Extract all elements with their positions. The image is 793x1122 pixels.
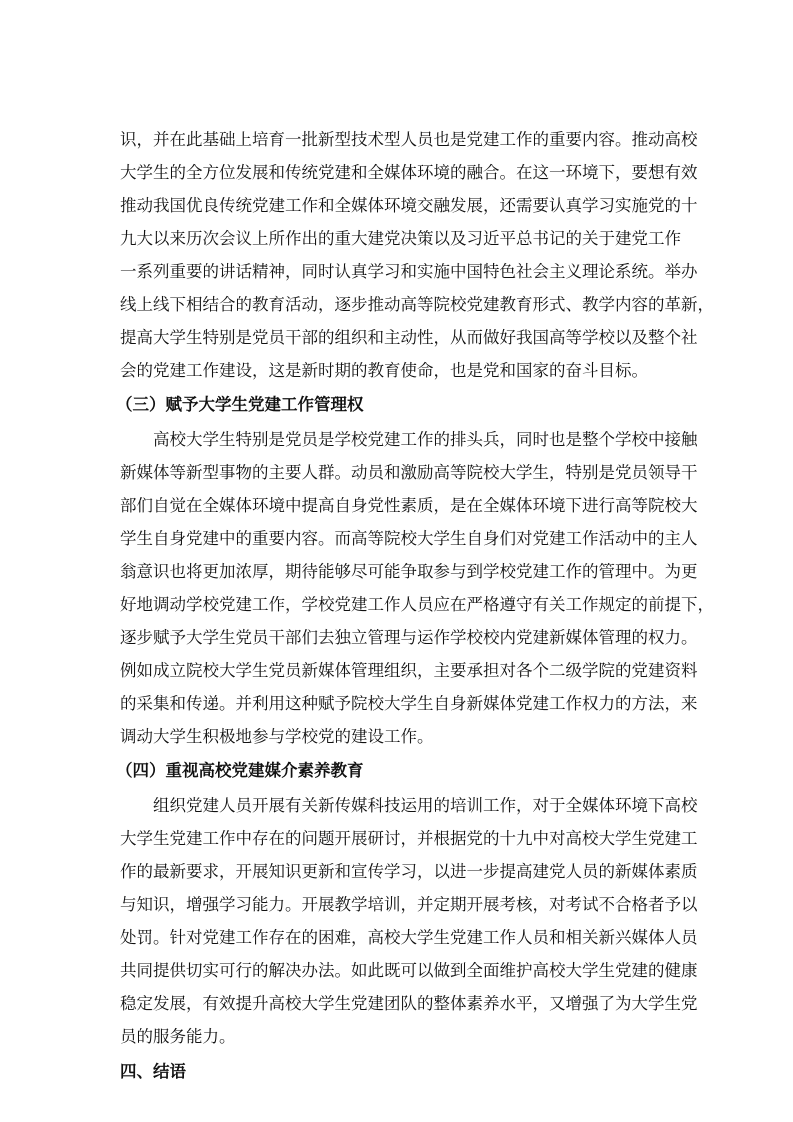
text-line: 九大以来历次会议上所作出的重大建党决策以及习近平总书记的关于建党工作 [120,229,681,248]
text-line: 会的党建工作建设，这是新时期的教育使命，也是党和国家的奋斗目标。 [120,361,648,380]
text-line: 的采集和传递。并利用这种赋予院校大学生自身新媒体党建工作权力的方法，来 [120,694,698,713]
text-line: 共同提供切实可行的解决办法。如此既可以做到全面维护高校大学生党建的健康 [120,961,698,980]
text-line: 大学生的全方位发展和传统党建和全媒体环境的融合。在这一环境下，要想有效 [120,163,698,182]
text-line: 高校大学生特别是党员是学校党建工作的排头兵，同时也是整个学校中接触 [153,430,698,449]
text-line: 部们自觉在全媒体环境中提高自身党性素质，是在全媒体环境下进行高等院校大 [120,496,698,515]
text-line: 新媒体等新型事物的主要人群。动员和激励高等院校大学生，特别是党员领导干 [120,463,698,482]
text-line: 线上线下相结合的教育活动，逐步推动高等院校党建教育形式、教学内容的革新， [120,295,714,314]
text-line: 大学生党建工作中存在的问题开展研讨，并根据党的十九中对高校大学生党建工 [120,829,698,848]
section-heading-conclusion: 四、结语 [120,1062,186,1081]
text-line: 学生自身党建中的重要内容。而高等院校大学生自身们对党建工作活动中的主人 [120,529,698,548]
text-line: 一系列重要的讲话精神，同时认真学习和实施中国特色社会主义理论系统。举办 [120,262,698,281]
text-line: 组织党建人员开展有关新传媒科技运用的培训工作，对于全媒体环境下高校 [153,796,698,815]
text-line: 翁意识也将更加浓厚，期待能够尽可能争取参与到学校党建工作的管理中。为更 [120,562,698,581]
text-line: 处罚。针对党建工作存在的困难，高校大学生党建工作人员和相关新兴媒体人员 [120,928,698,947]
text-line: 识，并在此基础上培育一批新型技术型人员也是党建工作的重要内容。推动高校 [120,130,698,149]
text-line: 调动大学生积极地参与学校党的建设工作。 [120,727,434,746]
text-line: 好地调动学校党建工作，学校党建工作人员应在严格遵守有关工作规定的前提下， [120,595,714,614]
text-line: 与知识，增强学习能力。开展教学培训，并定期开展考核，对考试不合格者予以 [120,895,698,914]
text-line: 逐步赋予大学生党员干部们去独立管理与运作学校校内党建新媒体管理的权力。 [120,628,698,647]
text-line: 推动我国优良传统党建工作和全媒体环境交融发展，还需要认真学习实施党的十 [120,196,698,215]
text-line: 例如成立院校大学生党员新媒体管理组织，主要承担对各个二级学院的党建资料 [120,661,698,680]
section-heading-4: （四）重视高校党建媒介素养教育 [116,761,364,780]
text-line: 作的最新要求，开展知识更新和宣传学习，以进一步提高建党人员的新媒体素质 [120,862,698,881]
text-line: 提高大学生特别是党员干部的组织和主动性，从而做好我国高等学校以及整个社 [120,328,698,347]
text-line: 稳定发展，有效提升高校大学生党建团队的整体素养水平，又增强了为大学生党 [120,994,698,1013]
section-heading-3: （三）赋予大学生党建工作管理权 [116,395,364,414]
text-line: 员的服务能力。 [120,1027,236,1046]
